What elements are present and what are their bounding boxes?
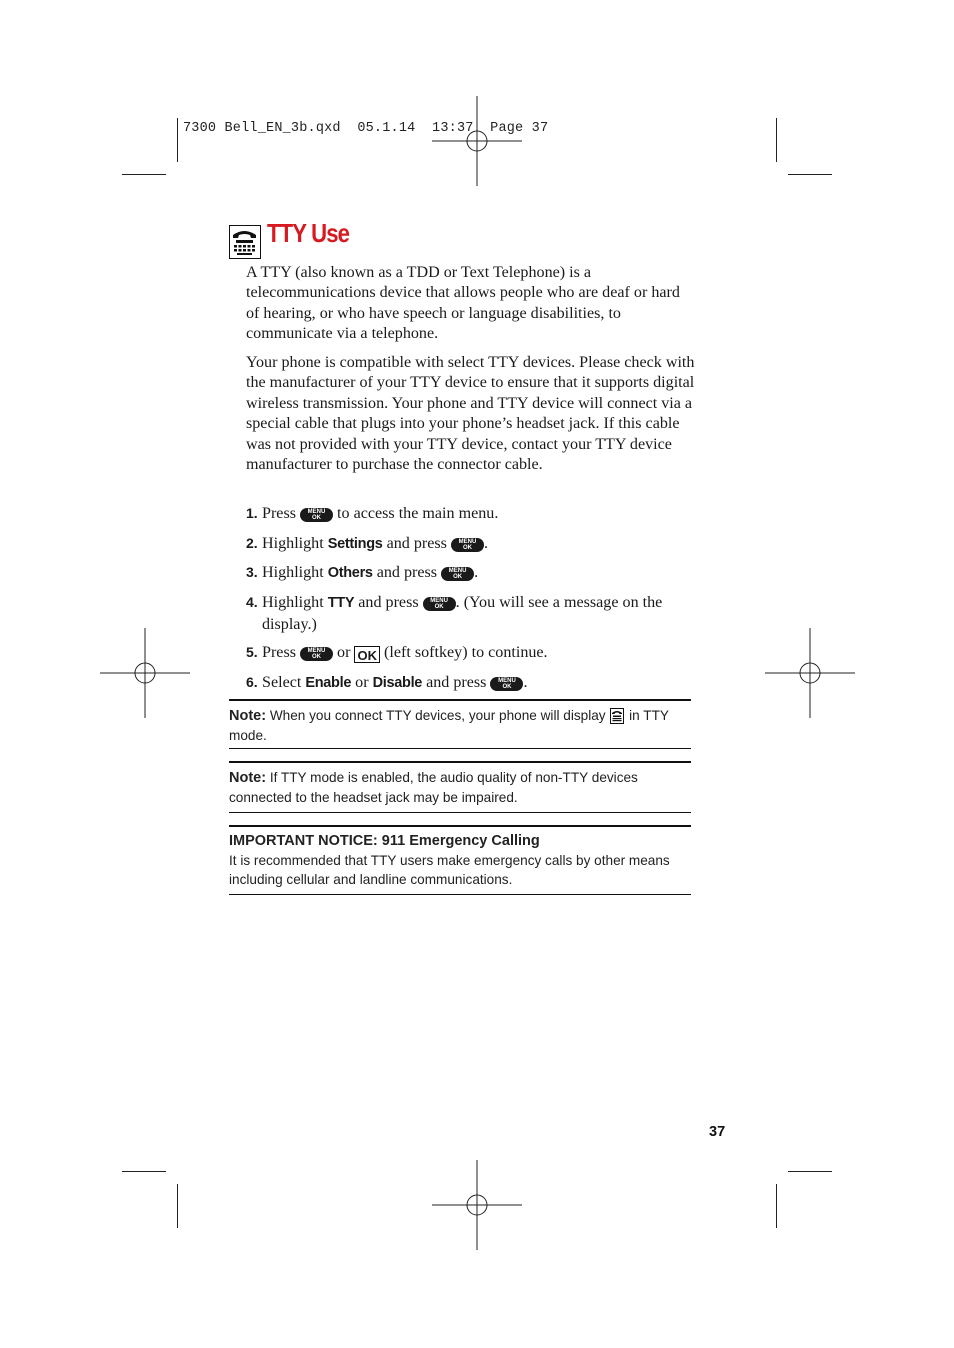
step-text: Select <box>262 674 302 691</box>
step-number: 1. <box>246 505 258 521</box>
important-text: It is recommended that TTY users make emergency calls by other means including cellular and landline communications. <box>229 853 670 887</box>
step-text: Press <box>262 505 296 522</box>
menu-keyword: Others <box>327 565 373 581</box>
step-6 <box>246 672 696 694</box>
crop-mark <box>122 174 166 175</box>
step-number: 5. <box>246 644 258 660</box>
important-notice <box>229 825 691 895</box>
note-tty-display <box>229 699 691 749</box>
step-text: and press <box>426 674 487 691</box>
crop-mark <box>177 1184 178 1228</box>
section-title: TTY Use <box>267 218 350 248</box>
note-text: in TTY mode. <box>229 708 669 743</box>
step-1 <box>246 503 696 524</box>
note-audio-quality <box>229 761 691 813</box>
step-text: . (You will see a message on the <box>455 594 663 611</box>
slug-line: 7300 Bell_EN_3b.qxd 05.1.14 13:37 Page 37 <box>183 121 549 136</box>
step-5 <box>246 642 696 663</box>
step-3 <box>246 562 696 584</box>
menu-ok-key-icon: MENU OK <box>423 597 456 611</box>
crop-mark <box>776 1184 777 1228</box>
step-text: Highlight <box>262 564 324 581</box>
crop-mark <box>776 118 777 162</box>
step-text: and press <box>358 594 419 611</box>
registration-mark-left <box>100 628 190 718</box>
step-text: to access the main menu. <box>337 505 499 522</box>
intro-paragraph: A TTY (also known as a TDD or Text Telephone) is a telecommunications device that allows people who are deaf or hard of hearing, or who have speech or language disabilities, to communicate via a telephone. <box>246 264 680 343</box>
crop-mark <box>122 1171 166 1172</box>
step-text: . <box>483 535 488 552</box>
registration-mark-right <box>765 628 855 718</box>
page-number: 37 <box>709 1124 726 1140</box>
step-text: display.) <box>262 616 317 633</box>
step-number: 2. <box>246 535 258 551</box>
tty-indicator-icon <box>610 708 624 724</box>
step-text: Highlight <box>262 535 324 552</box>
step-text: or <box>355 674 369 691</box>
note-text: When you connect TTY devices, your phone will display <box>269 708 606 723</box>
registration-mark-bottom <box>432 1160 522 1250</box>
step-text: . <box>523 674 528 691</box>
registration-mark-top <box>432 96 522 186</box>
step-text: and press <box>386 535 447 552</box>
menu-ok-key-icon: MENU OK <box>490 677 523 691</box>
step-text: Press <box>262 644 296 661</box>
crop-mark <box>177 118 178 162</box>
note-text: If TTY mode is enabled, the audio quality of non-TTY devices connected to the headset jack may be impaired. <box>229 770 638 805</box>
menu-ok-key-icon: MENU OK <box>451 538 484 552</box>
menu-ok-key-icon: MENU OK <box>300 508 333 522</box>
note-label: Note: <box>229 708 267 724</box>
step-2 <box>246 533 696 555</box>
menu-keyword: Settings <box>327 536 383 552</box>
note-label: Note: <box>229 770 267 786</box>
menu-keyword: TTY <box>327 595 355 611</box>
ok-softkey-icon: OK <box>354 646 380 663</box>
step-text: . <box>474 564 479 581</box>
crop-mark <box>788 174 832 175</box>
menu-ok-key-icon: MENU OK <box>441 567 474 581</box>
step-text: (left softkey) to continue. <box>384 644 548 661</box>
menu-keyword: Disable <box>372 675 423 691</box>
step-number: 3. <box>246 564 258 580</box>
compatibility-paragraph: Your phone is compatible with select TTY devices. Please check with the manufacturer of your TTY device to ensure that it supports digital wireless transmission. Your phone and TTY device will connect via a special cable that plugs into your phone’s headset jack. If this cable was not provided with your TTY device, contact your TTY device manufacturer to purchase the connector cable. <box>246 354 695 474</box>
step-text: and press <box>376 564 438 581</box>
crop-mark <box>788 1171 832 1172</box>
step-4 <box>246 592 696 635</box>
step-text: Highlight <box>262 594 324 611</box>
menu-ok-key-icon: MENU OK <box>300 647 333 661</box>
step-text: or <box>337 644 351 661</box>
important-heading: IMPORTANT NOTICE: 911 Emergency Calling <box>229 833 540 849</box>
step-number: 4. <box>246 594 258 610</box>
menu-keyword: Enable <box>305 675 352 691</box>
step-number: 6. <box>246 674 258 690</box>
tty-icon <box>229 225 261 259</box>
